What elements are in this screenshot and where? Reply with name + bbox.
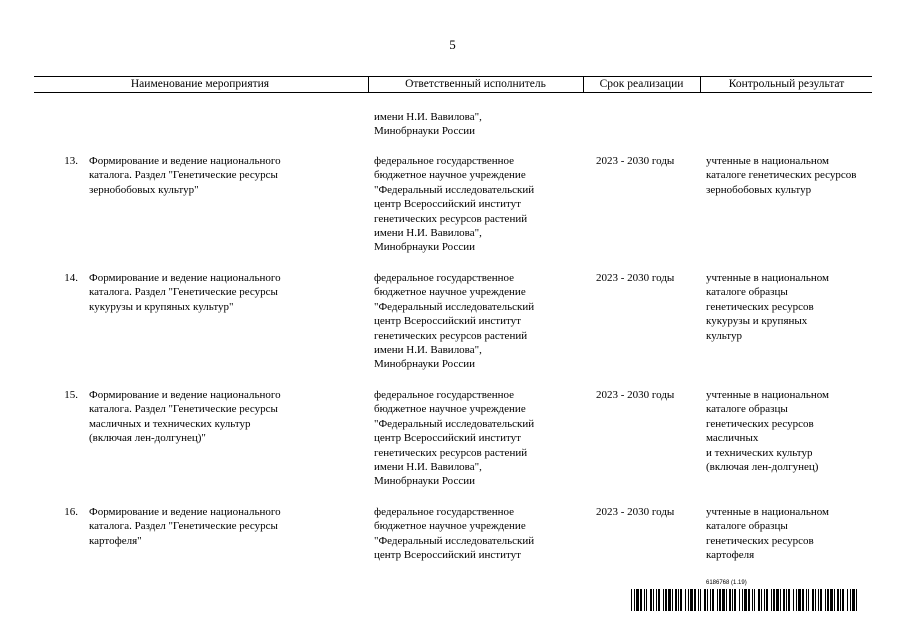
- row-event: Формирование и ведение национального каталога. Раздел "Генетические ресурсы зернобобовых культур": [89, 155, 281, 196]
- row-executor: федеральное государственное бюджетное научное учреждение "Федеральный исследовательский центр Всероссийский институт генетических ресурсов растений имени Н.И. Вавилова", Минобрнауки России: [374, 389, 535, 488]
- row-result: учтенные в национальном каталоге образцы генетических ресурсов кукурузы и крупяных культур: [706, 272, 830, 342]
- header-result: Контрольный результат: [728, 78, 845, 90]
- header-term: Срок реализации: [599, 78, 684, 90]
- row-term: 2023 - 2030 годы: [596, 506, 675, 518]
- row-term: 2023 - 2030 годы: [596, 155, 675, 167]
- row-event: Формирование и ведение национального каталога. Раздел "Генетические ресурсы кукурузы и крупяных культур": [89, 272, 281, 313]
- row-result: учтенные в национальном каталоге образцы генетических ресурсов масличных и технических культур (включая лен-долгунец): [706, 389, 830, 474]
- row-executor: федеральное государственное бюджетное научное учреждение "Федеральный исследовательский центр Всероссийский институт генетических ресурсов растений имени Н.И. Вавилова", Минобрнауки России: [374, 155, 535, 254]
- row-number: 14.: [64, 272, 78, 284]
- row-result: учтенные в национальном каталоге генетических ресурсов зернобобовых культур: [706, 155, 857, 196]
- row-result: учтенные в национальном каталоге образцы генетических ресурсов картофеля: [706, 506, 830, 562]
- row-term: 2023 - 2030 годы: [596, 272, 675, 284]
- table-header: [34, 76, 872, 93]
- row-event: Формирование и ведение национального каталога. Раздел "Генетические ресурсы масличных и технических культур (включая лен-долгунец)": [89, 389, 281, 445]
- row-term: 2023 - 2030 годы: [596, 389, 675, 401]
- row-number: 16.: [64, 506, 78, 518]
- row-event: Формирование и ведение национального каталога. Раздел "Генетические ресурсы картофеля": [89, 506, 281, 547]
- row-executor: федеральное государственное бюджетное научное учреждение "Федеральный исследовательский центр Всероссийский институт генетических ресурсов растений имени Н.И. Вавилова", Минобрнауки России: [374, 272, 535, 371]
- continuation-executor: имени Н.И. Вавилова", Минобрнауки России: [374, 111, 482, 138]
- row-executor: федеральное государственное бюджетное научное учреждение "Федеральный исследовательский центр Всероссийский институт: [374, 506, 535, 562]
- header-event: Наименование мероприятия: [130, 78, 270, 90]
- row-number: 13.: [64, 155, 78, 167]
- page-number: 5: [449, 37, 456, 52]
- barcode: [631, 589, 857, 611]
- row-number: 15.: [64, 389, 78, 401]
- header-executor: Ответственный исполнитель: [405, 78, 546, 90]
- barcode-caption: 6186768 (1.19): [706, 580, 747, 586]
